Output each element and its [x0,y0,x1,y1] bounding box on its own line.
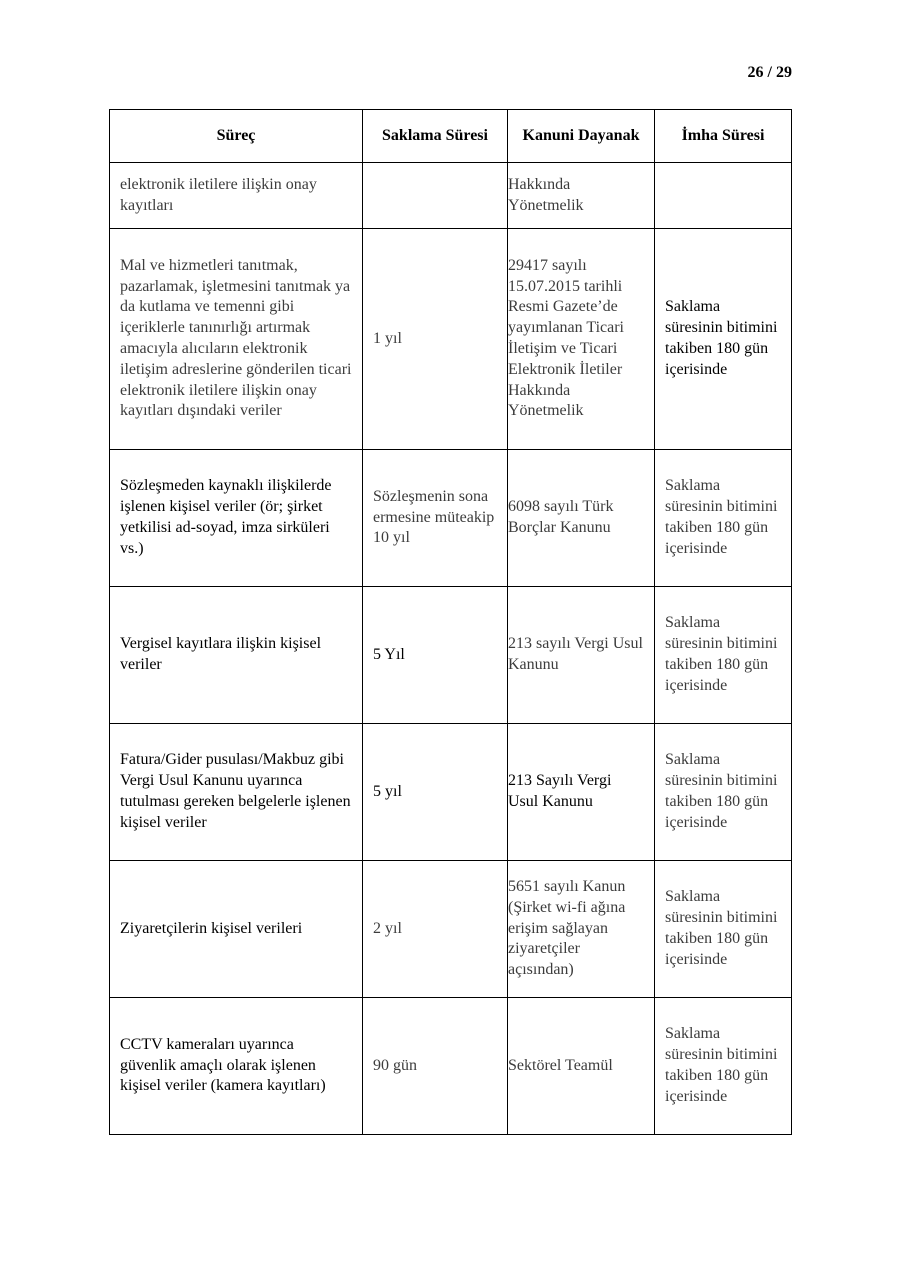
retention-table [109,109,792,1135]
cell-retention: 5 yıl [363,724,508,861]
cell-destruction: Saklama süresinin bitimini takiben 180 gün içerisinde [655,998,792,1135]
header-legal-basis: Kanuni Dayanak [508,110,655,163]
header-destruction: İmha Süresi [655,110,792,163]
cell-process: Fatura/Gider pusulası/Makbuz gibi Vergi Usul Kanunu uyarınca tutulması gereken belgelerle işlenen kişisel veriler [110,724,363,861]
cell-process: Vergisel kayıtlara ilişkin kişisel veriler [110,587,363,724]
header-process: Süreç [110,110,363,163]
cell-destruction: Saklama süresinin bitimini takiben 180 gün içerisinde [655,587,792,724]
table-row [110,998,792,1135]
cell-retention: 2 yıl [363,861,508,998]
table-row [110,861,792,998]
header-retention: Saklama Süresi [363,110,508,163]
cell-legal-basis: Hakkında Yönetmelik [508,163,655,229]
cell-destruction: Saklama süresinin bitimini takiben 180 gün içerisinde [655,450,792,587]
cell-retention: 5 Yıl [363,587,508,724]
cell-process: CCTV kameraları uyarınca güvenlik amaçlı olarak işlenen kişisel veriler (kamera kayıtları) [110,998,363,1135]
cell-process: Sözleşmeden kaynaklı ilişkilerde işlenen kişisel veriler (ör; şirket yetkilisi ad-soyad, imza sirküleri vs.) [110,450,363,587]
cell-legal-basis: 29417 sayılı 15.07.2015 tarihli Resmi Gazete’de yayımlanan Ticari İletişim ve Ticari Elektronik İletiler Hakkında Yönetmelik [508,229,655,450]
table-header-row [110,110,792,163]
table-row [110,724,792,861]
table-row [110,163,792,229]
cell-retention: Sözleşmenin sona ermesine müteakip 10 yıl [363,450,508,587]
cell-destruction: Saklama süresinin bitimini takiben 180 gün içerisinde [655,229,792,450]
table-row [110,450,792,587]
cell-legal-basis: 213 Sayılı Vergi Usul Kanunu [508,724,655,861]
cell-legal-basis: Sektörel Teamül [508,998,655,1135]
cell-retention [363,163,508,229]
cell-process: elektronik iletilere ilişkin onay kayıtları [110,163,363,229]
page-number: 26 / 29 [747,64,792,81]
table-row [110,229,792,450]
cell-destruction: Saklama süresinin bitimini takiben 180 gün içerisinde [655,724,792,861]
table-row [110,587,792,724]
cell-retention: 1 yıl [363,229,508,450]
cell-legal-basis: 5651 sayılı Kanun (Şirket wi-fi ağına erişim sağlayan ziyaretçiler açısından) [508,861,655,998]
cell-legal-basis: 213 sayılı Vergi Usul Kanunu [508,587,655,724]
cell-destruction [655,163,792,229]
cell-legal-basis: 6098 sayılı Türk Borçlar Kanunu [508,450,655,587]
cell-process: Mal ve hizmetleri tanıtmak, pazarlamak, işletmesini tanıtmak ya da kutlama ve temenni gibi içeriklerle tanınırlığı artırmak amacıyla alıcıların elektronik iletişim adreslerine gönderilen ticari elektronik iletilere ilişkin onay kayıtları dışındaki veriler [110,229,363,450]
cell-retention: 90 gün [363,998,508,1135]
cell-process: Ziyaretçilerin kişisel verileri [110,861,363,998]
cell-destruction: Saklama süresinin bitimini takiben 180 gün içerisinde [655,861,792,998]
